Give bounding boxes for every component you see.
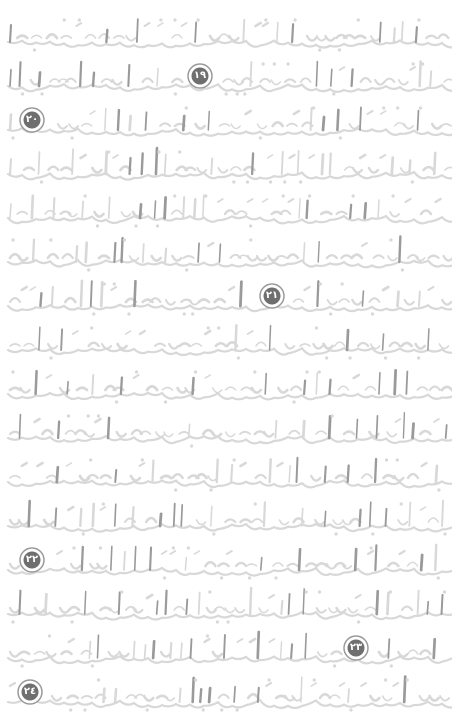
calligraphy-strokes	[4, 12, 452, 56]
verse-marker	[258, 282, 286, 310]
calligraphy-strokes	[4, 408, 452, 452]
verse-marker	[16, 678, 44, 706]
text-line	[4, 144, 452, 184]
verse-number: ١٩	[193, 70, 207, 81]
text-line	[4, 188, 452, 228]
verse-number: ٢٢	[25, 554, 39, 565]
calligraphy-strokes	[4, 232, 452, 276]
verse-number: ٢٤	[23, 686, 37, 697]
calligraphy-strokes	[4, 496, 452, 540]
verse-marker	[18, 106, 46, 134]
verse-number: ٢٠	[25, 114, 39, 125]
calligraphy-strokes	[4, 56, 452, 100]
verse-marker	[342, 634, 370, 662]
text-line	[4, 320, 452, 360]
text-line	[4, 540, 452, 580]
verse-number: ٢١	[265, 290, 279, 301]
text-line	[4, 364, 452, 404]
text-line	[4, 496, 452, 536]
calligraphy-strokes	[4, 320, 452, 364]
calligraphy-strokes	[4, 276, 452, 320]
calligraphy-strokes	[4, 452, 452, 496]
calligraphy-strokes	[4, 144, 452, 188]
verse-marker	[18, 546, 46, 574]
calligraphy-strokes	[4, 584, 452, 628]
text-line	[4, 276, 452, 316]
verse-number: ٢٣	[349, 642, 363, 653]
text-line	[4, 672, 452, 712]
calligraphy-strokes	[4, 188, 452, 232]
text-line	[4, 12, 452, 52]
calligraphy-strokes	[4, 100, 452, 144]
calligraphy-strokes	[4, 628, 452, 672]
text-line	[4, 584, 452, 624]
text-line	[4, 56, 452, 96]
text-line	[4, 452, 452, 492]
calligraphy-strokes	[4, 364, 452, 408]
text-line	[4, 100, 452, 140]
text-line	[4, 232, 452, 272]
text-line	[4, 408, 452, 448]
calligraphy-strokes	[4, 672, 452, 716]
text-line	[4, 628, 452, 668]
calligraphy-strokes	[4, 540, 452, 584]
verse-marker	[186, 62, 214, 90]
